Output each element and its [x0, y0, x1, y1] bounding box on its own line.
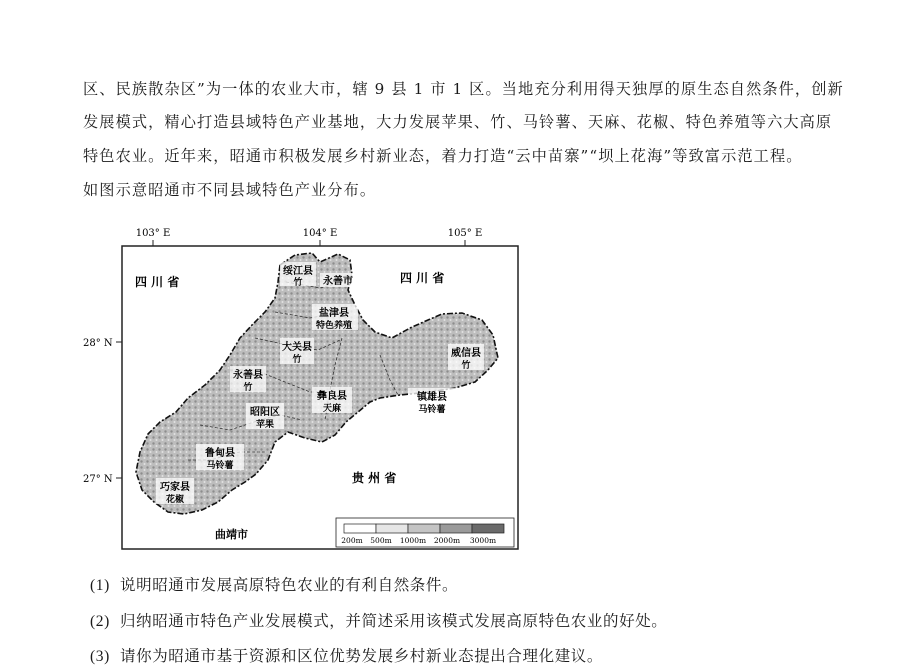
county-product-yanjin: 特色养殖 [315, 321, 353, 331]
lon-label: 105° E [447, 228, 483, 239]
legend-label-3000m: 3000m [469, 536, 497, 545]
elevation-legend [336, 518, 514, 547]
county-label-zhenxiong: 镇雄县 [417, 392, 447, 403]
lon-label: 103° E [135, 228, 171, 239]
question-text: 归纳昭通市特色产业发展模式，并简述采用该模式发展高原特色农业的好处。 [120, 612, 668, 630]
paragraph-line: 特色农业。近年来，昭通市积极发展乡村新业态，着力打造“云中苗寨”“坝上花海”等致富示范工程。 [83, 147, 803, 165]
paragraph-line: 发展模式，精心打造县域特色产业基地，大力发展苹果、竹、马铃薯、天麻、花椒、特色养殖等六大高原 [83, 113, 833, 131]
county-label-yiliang: 彝良县 [317, 391, 347, 402]
county-product-suijiang: 竹 [293, 278, 303, 288]
legend-swatch-3 [440, 524, 472, 533]
legend-label-2000m: 2000m [433, 536, 461, 545]
county-product-qiaojia: 花椒 [165, 495, 185, 505]
province-label-sichuan-east: 四 川 省 [400, 271, 445, 285]
county-product-yiliang: 天麻 [322, 404, 342, 414]
county-industry-map [80, 220, 525, 560]
city-label-qujing: 曲靖市 [215, 528, 248, 541]
county-product-ludian: 马铃薯 [206, 461, 234, 471]
county-label-weixin: 威信县 [451, 348, 481, 359]
county-product-yongshan: 竹 [243, 383, 253, 393]
county-product-zhenxiong: 马铃薯 [418, 405, 446, 415]
question-text: 请你为昭通市基于资源和区位优势发展乡村新业态提出合理化建议。 [120, 647, 604, 665]
question-3 [90, 644, 603, 666]
province-label-sichuan-west: 四 川 省 [135, 275, 180, 289]
county-label-qiaojia: 巧家县 [160, 482, 190, 493]
county-product-weixin: 竹 [461, 361, 471, 371]
lon-label: 104° E [302, 228, 338, 239]
paragraph-line: 区、民族散杂区”为一体的农业大市，辖 9 县 1 市 1 区。当地充分利用得天独厚的原生态自然条件，创新 [83, 80, 844, 98]
question-number: (2) [90, 613, 110, 630]
county-product-daguan: 竹 [292, 355, 302, 365]
paragraph-line: 如图示意昭通市不同县域特色产业分布。 [83, 181, 377, 199]
legend-label-1000m: 1000m [399, 536, 427, 545]
county-label-ludian: 鲁甸县 [205, 448, 235, 459]
question-text: 说明昭通市发展高原特色农业的有利自然条件。 [120, 576, 459, 594]
lat-label: 28° N [83, 338, 113, 349]
question-1 [90, 573, 458, 595]
question-number: (1) [90, 577, 110, 594]
county-label-zhaoyang: 昭阳区 [250, 407, 280, 418]
legend-label-500m: 500m [370, 536, 392, 545]
county-label-daguan: 大关县 [282, 342, 312, 353]
question-2 [90, 609, 667, 631]
county-label-yanjin: 盐津县 [319, 308, 349, 319]
county-label-suijiang: 绥江县 [283, 266, 313, 277]
legend-swatch-4 [472, 524, 504, 533]
county-label-yongshan-city: 永善市 [323, 276, 353, 287]
county-product-zhaoyang: 苹果 [255, 420, 275, 430]
legend-label-200m: 200m [341, 536, 363, 545]
map-svg [80, 220, 525, 560]
legend-swatch-1 [376, 524, 408, 533]
lat-label: 27° N [83, 474, 113, 485]
county-label-yongshan: 永善县 [233, 370, 263, 381]
province-label-guizhou: 贵 州 省 [352, 471, 397, 485]
legend-swatch-0 [344, 524, 376, 533]
question-number: (3) [90, 648, 110, 665]
legend-swatch-2 [408, 524, 440, 533]
